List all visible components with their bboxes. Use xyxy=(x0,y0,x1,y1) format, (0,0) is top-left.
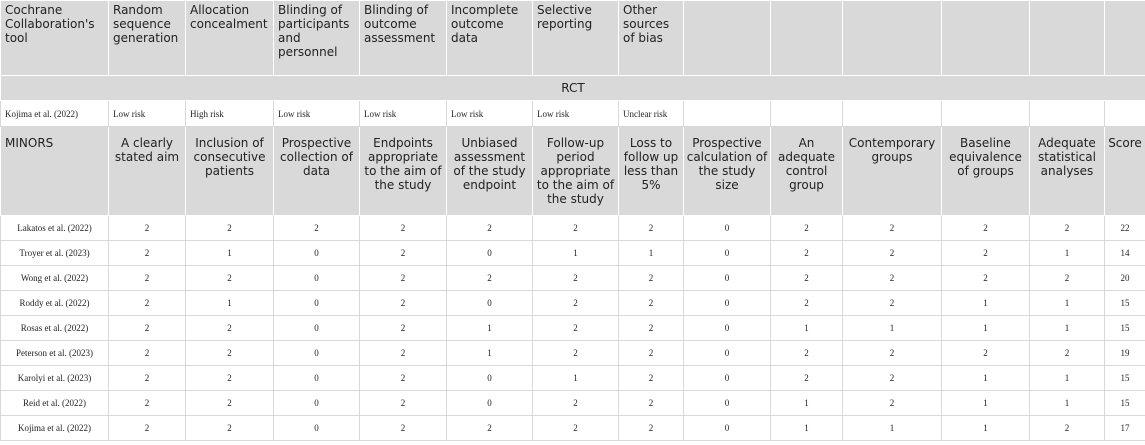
score-cell: 0 xyxy=(447,241,533,266)
empty-header-cell xyxy=(1030,1,1105,76)
score-cell: 1 xyxy=(1030,366,1105,391)
score-cell: 0 xyxy=(274,316,360,341)
score-cell: 0 xyxy=(274,241,360,266)
score-cell: 2 xyxy=(533,216,619,241)
score-cell: 0 xyxy=(274,416,360,441)
score-cell: 2 xyxy=(942,216,1030,241)
cochrane-header-row xyxy=(1,1,1145,76)
minors-column-header: Score xyxy=(1105,127,1145,216)
score-cell: 2 xyxy=(360,366,447,391)
score-cell: 2 xyxy=(619,266,684,291)
score-cell: 2 xyxy=(533,316,619,341)
score-cell: 2 xyxy=(533,266,619,291)
empty-header-cell xyxy=(843,1,942,76)
table-row xyxy=(1,291,1145,316)
score-cell: 1 xyxy=(1030,241,1105,266)
score-cell: 2 xyxy=(360,241,447,266)
minors-tool-label: MINORS xyxy=(1,127,109,216)
score-cell: 2 xyxy=(533,341,619,366)
score-cell: 2 xyxy=(360,341,447,366)
score-cell: 2 xyxy=(843,341,942,366)
minors-column-header: Inclusion of consecutive patients xyxy=(186,127,274,216)
score-cell: 0 xyxy=(684,291,771,316)
score-cell: 2 xyxy=(360,391,447,416)
score-cell: 0 xyxy=(684,341,771,366)
minors-column-header: Contemporary groups xyxy=(843,127,942,216)
score-cell: 2 xyxy=(186,366,274,391)
score-cell: 2 xyxy=(533,416,619,441)
minors-column-header: Loss to follow up less than 5% xyxy=(619,127,684,216)
table-row xyxy=(1,316,1145,341)
score-cell: 0 xyxy=(684,391,771,416)
study-name: Reid et al. (2022) xyxy=(1,391,109,416)
empty-header-cell xyxy=(942,1,1030,76)
score-cell: 2 xyxy=(1030,416,1105,441)
score-cell: 2 xyxy=(109,266,186,291)
score-cell: 1 xyxy=(771,416,843,441)
score-cell: 1 xyxy=(843,316,942,341)
score-value: 15 xyxy=(1105,316,1145,341)
rct-section-row xyxy=(1,76,1145,101)
score-cell: 2 xyxy=(109,416,186,441)
risk-value: Unclear risk xyxy=(619,101,684,127)
score-cell: 2 xyxy=(186,341,274,366)
cochrane-column-header: Blinding of outcome assessment xyxy=(360,1,447,76)
score-cell: 1 xyxy=(771,391,843,416)
score-cell: 2 xyxy=(360,266,447,291)
empty-cell xyxy=(771,101,843,127)
empty-header-cell xyxy=(771,1,843,76)
score-cell: 2 xyxy=(186,316,274,341)
rct-study-row xyxy=(1,101,1145,127)
score-value: 15 xyxy=(1105,391,1145,416)
score-cell: 0 xyxy=(274,291,360,316)
score-cell: 2 xyxy=(360,416,447,441)
score-cell: 2 xyxy=(274,216,360,241)
minors-column-header: Endpoints appropriate to the aim of the study xyxy=(360,127,447,216)
score-cell: 2 xyxy=(942,266,1030,291)
score-cell: 2 xyxy=(109,316,186,341)
table-row xyxy=(1,241,1145,266)
cochrane-tool-label: Cochrane Collaboration's tool xyxy=(1,1,109,76)
study-name: Kojima et al. (2022) xyxy=(1,416,109,441)
score-cell: 0 xyxy=(684,366,771,391)
risk-value: Low risk xyxy=(533,101,619,127)
score-cell: 0 xyxy=(684,416,771,441)
score-value: 20 xyxy=(1105,266,1145,291)
study-name: Kojima et al. (2022) xyxy=(1,101,109,127)
risk-value: High risk xyxy=(186,101,274,127)
score-cell: 2 xyxy=(186,391,274,416)
score-cell: 1 xyxy=(1030,391,1105,416)
score-cell: 2 xyxy=(771,266,843,291)
score-cell: 2 xyxy=(109,241,186,266)
table-row xyxy=(1,416,1145,441)
risk-value: Low risk xyxy=(360,101,447,127)
score-cell: 2 xyxy=(1030,341,1105,366)
risk-value: Low risk xyxy=(447,101,533,127)
score-cell: 2 xyxy=(1030,216,1105,241)
score-cell: 2 xyxy=(447,216,533,241)
score-cell: 2 xyxy=(360,316,447,341)
cochrane-column-header: Incomplete outcome data xyxy=(447,1,533,76)
minors-column-header: A clearly stated aim xyxy=(109,127,186,216)
score-cell: 0 xyxy=(274,366,360,391)
score-cell: 2 xyxy=(843,216,942,241)
table-row xyxy=(1,216,1145,241)
score-cell: 2 xyxy=(109,391,186,416)
score-cell: 1 xyxy=(1030,316,1105,341)
score-cell: 2 xyxy=(843,291,942,316)
score-cell: 2 xyxy=(619,291,684,316)
empty-header-cell xyxy=(1105,1,1145,76)
score-cell: 2 xyxy=(186,266,274,291)
score-cell: 1 xyxy=(619,241,684,266)
study-name: Rosas et al. (2022) xyxy=(1,316,109,341)
score-cell: 1 xyxy=(1030,291,1105,316)
score-cell: 0 xyxy=(447,366,533,391)
minors-column-header: Prospective calculation of the study size xyxy=(684,127,771,216)
table-row xyxy=(1,266,1145,291)
rct-section-label: RCT xyxy=(1,76,1145,101)
risk-value: Low risk xyxy=(274,101,360,127)
score-cell: 1 xyxy=(447,316,533,341)
score-cell: 2 xyxy=(360,216,447,241)
score-cell: 2 xyxy=(447,416,533,441)
study-name: Roddy et al. (2022) xyxy=(1,291,109,316)
score-cell: 0 xyxy=(684,266,771,291)
score-cell: 2 xyxy=(771,366,843,391)
cochrane-column-header: Allocation concealment xyxy=(186,1,274,76)
score-cell: 2 xyxy=(942,241,1030,266)
table-row xyxy=(1,391,1145,416)
score-cell: 2 xyxy=(619,216,684,241)
score-cell: 0 xyxy=(274,341,360,366)
minors-column-header: Prospective collection of data xyxy=(274,127,360,216)
score-cell: 1 xyxy=(942,316,1030,341)
study-name: Wong et al. (2022) xyxy=(1,266,109,291)
score-value: 14 xyxy=(1105,241,1145,266)
score-cell: 2 xyxy=(109,291,186,316)
score-cell: 1 xyxy=(942,366,1030,391)
score-cell: 1 xyxy=(533,241,619,266)
score-cell: 1 xyxy=(771,316,843,341)
study-name: Karolyi et al. (2023) xyxy=(1,366,109,391)
minors-header-row xyxy=(1,127,1145,216)
score-cell: 2 xyxy=(186,216,274,241)
score-cell: 2 xyxy=(843,391,942,416)
table-row xyxy=(1,341,1145,366)
score-cell: 1 xyxy=(942,391,1030,416)
score-cell: 0 xyxy=(447,291,533,316)
score-cell: 1 xyxy=(186,291,274,316)
score-cell: 0 xyxy=(684,216,771,241)
cochrane-column-header: Other sources of bias xyxy=(619,1,684,76)
score-cell: 1 xyxy=(447,341,533,366)
minors-column-header: Follow-up period appropriate to the aim of the study xyxy=(533,127,619,216)
score-cell: 2 xyxy=(186,416,274,441)
empty-cell xyxy=(684,101,771,127)
empty-cell xyxy=(942,101,1030,127)
score-cell: 1 xyxy=(843,416,942,441)
score-cell: 2 xyxy=(771,216,843,241)
empty-cell xyxy=(1030,101,1105,127)
score-value: 19 xyxy=(1105,341,1145,366)
score-cell: 0 xyxy=(274,266,360,291)
score-cell: 2 xyxy=(360,291,447,316)
score-cell: 1 xyxy=(186,241,274,266)
score-cell: 2 xyxy=(843,366,942,391)
score-cell: 2 xyxy=(109,366,186,391)
cochrane-column-header: Blinding of participants and personnel xyxy=(274,1,360,76)
score-value: 15 xyxy=(1105,291,1145,316)
study-name: Peterson et al. (2023) xyxy=(1,341,109,366)
minors-column-header: Unbiased assessment of the study endpoint xyxy=(447,127,533,216)
cochrane-column-header: Random sequence generation xyxy=(109,1,186,76)
empty-cell xyxy=(843,101,942,127)
minors-column-header: An adequate control group xyxy=(771,127,843,216)
score-cell: 2 xyxy=(109,341,186,366)
score-cell: 2 xyxy=(447,266,533,291)
study-name: Troyer et al. (2023) xyxy=(1,241,109,266)
score-cell: 2 xyxy=(843,266,942,291)
score-cell: 2 xyxy=(942,341,1030,366)
score-cell: 2 xyxy=(1030,266,1105,291)
score-cell: 1 xyxy=(942,416,1030,441)
empty-cell xyxy=(1105,101,1145,127)
score-cell: 2 xyxy=(619,366,684,391)
score-cell: 2 xyxy=(771,241,843,266)
score-cell: 0 xyxy=(684,241,771,266)
score-cell: 2 xyxy=(533,391,619,416)
score-cell: 2 xyxy=(771,341,843,366)
score-cell: 2 xyxy=(771,291,843,316)
empty-header-cell xyxy=(684,1,771,76)
score-cell: 1 xyxy=(533,366,619,391)
score-cell: 0 xyxy=(684,316,771,341)
table-row xyxy=(1,366,1145,391)
score-cell: 2 xyxy=(619,416,684,441)
score-value: 15 xyxy=(1105,366,1145,391)
minors-column-header: Adequate statistical analyses xyxy=(1030,127,1105,216)
score-cell: 2 xyxy=(619,341,684,366)
score-cell: 2 xyxy=(619,391,684,416)
minors-column-header: Baseline equivalence of groups xyxy=(942,127,1030,216)
cochrane-column-header: Selective reporting xyxy=(533,1,619,76)
risk-value: Low risk xyxy=(109,101,186,127)
score-value: 22 xyxy=(1105,216,1145,241)
study-name: Lakatos et al. (2022) xyxy=(1,216,109,241)
score-cell: 0 xyxy=(274,391,360,416)
score-value: 17 xyxy=(1105,416,1145,441)
score-cell: 1 xyxy=(942,291,1030,316)
score-cell: 0 xyxy=(447,391,533,416)
score-cell: 2 xyxy=(619,316,684,341)
score-cell: 2 xyxy=(109,216,186,241)
score-cell: 2 xyxy=(533,291,619,316)
score-cell: 2 xyxy=(843,241,942,266)
